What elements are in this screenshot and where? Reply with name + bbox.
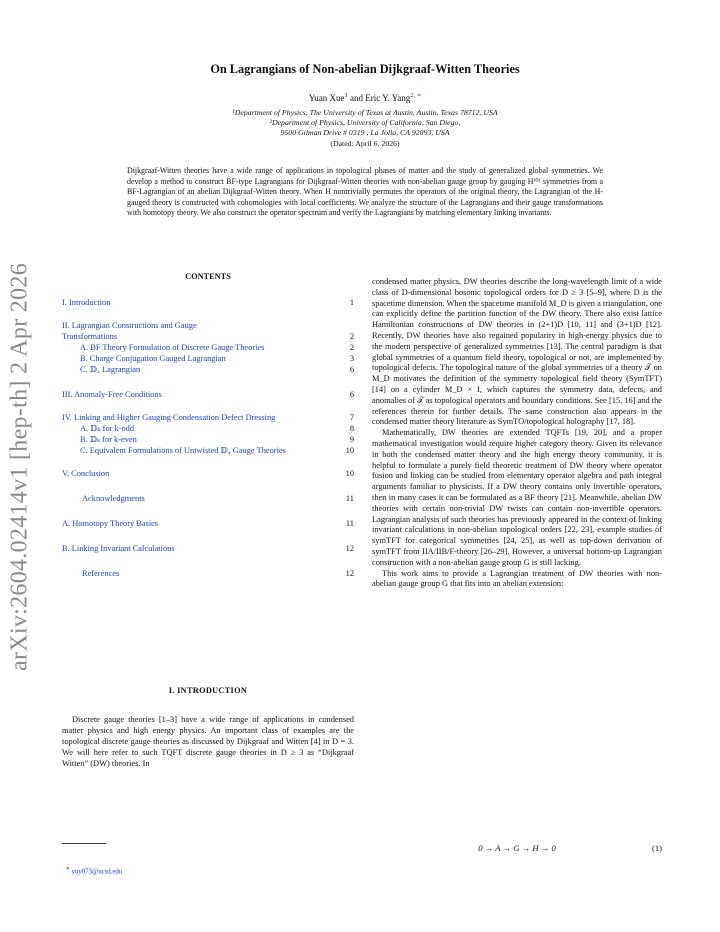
intro-paragraph: Discrete gauge theories [1–3] have a wide range of applications in condensed matter physics and high energy physics. An important class of examples are the topological discrete gauge theories as discussed by Dijkgraaf and Witten [4] in D = 3. We will here refer to such TQFT discrete gauge theories in D ≥ 3 as “Dijkgraaf Witten” (DW) theories. In <box>62 715 354 769</box>
affiliation-line: ²Department of Physics, University of California, San Diego, <box>269 118 461 128</box>
toc-number: III. <box>62 390 73 399</box>
toc-page: 6 <box>349 365 354 374</box>
toc-label: 𝔻₄ Lagrangian <box>89 365 141 374</box>
toc-page: 12 <box>345 544 354 553</box>
toc-label: 𝔻ₖ for k-odd <box>90 424 135 433</box>
toc-page: 8 <box>349 424 354 433</box>
paper-title: On Lagrangians of Non-abelian Dijkgraaf-Witten Theories <box>210 62 520 76</box>
toc-page: 2 <box>349 332 354 341</box>
toc-entry[interactable] <box>62 543 354 554</box>
toc-entry[interactable] <box>62 434 354 445</box>
toc-number: A. <box>80 424 89 433</box>
toc-entry[interactable] <box>62 353 354 364</box>
author-conjunction: and <box>350 93 364 103</box>
body-paragraph: This work aims to provide a Lagrangian treatment of DW theories with non-abelian gauge group G that fits into an abelian extension: <box>372 568 662 589</box>
toc-number: A. <box>80 343 89 352</box>
equation-text: 0 → A → G → H → 0 <box>478 843 556 853</box>
toc-page: 11 <box>345 519 354 528</box>
toc-page: 7 <box>349 413 354 422</box>
right-column <box>372 277 662 590</box>
abstract: Dijkgraaf-Witten theories have a wide range of applications in topological phases of matter and the study of generalized global symmetries. We develop a method to construct BF-type Lagrangians for Dijkgraaf-Witten theories with non-abelian gauge group by gauging H⁽⁰⁾ symmetries from a BF-Lagrangian of an abelian Dijkgraaf-Witten theory. When H nontrivially permutes the operators of the original theory, the Lagrangian of the H-gauged theory is constructed with cohomologies with local coefficients. We analyze the structure of the Lagrangians and their gauge transformations with homotopy theory. We also construct the operator spectrum and verify the Lagrangians by matching elementary linking invariants. <box>127 166 603 218</box>
toc-number: B. <box>80 354 88 363</box>
body-paragraph: condensed matter physics, DW theories describe the long-wavelength limit of a wide class of D-dimensional bosonic topological orders for D ≥ 3 [5–9], where D is the spacetime dimension. When the spacetime manifold M_D is given a triangulation, one can explicitly define the partition function of the DW theory. There also exist lattice Hamiltonian constructions of DW theories in (2+1)D [10, 11] and (3+1)D [12]. Recently, DW theories have also regained popularity in high-energy physics due to the modern perspective of generalized symmetries [13]. The central paradigm is that global symmetries of a quantum field theory, topological or not, are implemented by topological defects. The topological nature of the global symmetries of a theory 𝒯 on M_D motivates the definition of the symmetry topological field theory (SymTFT) [14] on a cylinder M_D × I, which captures the symmetry data, defects, and anomalies of 𝒯 as topological operators and boundary conditions. See [15, 16] and the references therein for further details. The same construction also appears in the condensed matter theory literature as SymTO/topological holography [17, 18]. <box>372 277 662 427</box>
toc-label: 𝔻ₖ for k-even <box>89 435 137 444</box>
toc-number: V. <box>62 469 70 478</box>
footnote-mark: ∗ <box>66 866 70 872</box>
toc-number: I. <box>62 298 67 307</box>
affiliation-line: 9500 Gilman Drive # 0319 , La Jolla, CA 92093, USA <box>280 128 450 138</box>
toc-page: 11 <box>345 494 354 503</box>
body-paragraph: Mathematically, DW theories are extended TQFTs [19, 20], and a proper mathematical investigation would require higher category theory. Given its relevance in both the condensed matter theory and the high energy theory community, it is helpful to formulate a purely field theoretic treatment of DW theory where operator fusion and linking can be studied from elementary operator algebra and path integral arguments familiar to physicists. If a DW theory contains only invertible operators, then in many cases it can be formulated as a BF theory [21]. Meanwhile, abelian DW theories with certain non-trivial DW twists can contain non-invertible operators. Lagrangian analysis of such theories has previously appeared in the context of linking invariant calculations in non-abelian topological orders [22, 23], example studies of symTFT for categorical symmetries [24, 25], as well as top-down derivation of symTFT from IIA/IIB/F-theory [26–29]. However, a universal bottom-up Lagrangian construction with a non-abelian gauge group G is still lacking. <box>372 428 662 567</box>
toc-page: 9 <box>349 435 354 444</box>
toc-number: B. <box>80 435 88 444</box>
toc-label: Homotopy Theory Basics <box>72 519 159 528</box>
toc-entry[interactable] <box>62 518 354 529</box>
toc-entry[interactable] <box>62 568 354 579</box>
toc-label: Introduction <box>68 298 111 307</box>
toc-page: 10 <box>345 446 354 455</box>
footnote-email-link[interactable]: yuy073@ucsd.edu <box>71 868 123 876</box>
toc-entry[interactable] <box>62 342 354 353</box>
author-affil-mark[interactable]: 2, ∗ <box>410 92 422 99</box>
toc-label: References <box>82 569 120 578</box>
arxiv-stamp <box>0 257 40 677</box>
toc-entry[interactable] <box>62 320 354 342</box>
toc-label: Charge Conjugation Gauged Lagrangian <box>89 354 226 363</box>
toc-entry[interactable] <box>62 445 354 456</box>
footnote <box>66 866 122 875</box>
toc-entry[interactable] <box>62 468 354 479</box>
toc-heading: CONTENTS <box>185 272 231 281</box>
toc-page: 2 <box>349 343 354 352</box>
toc-label: Conclusion <box>71 469 110 478</box>
toc-entry[interactable] <box>62 389 354 400</box>
footnote-rule <box>62 843 106 844</box>
toc-page: 10 <box>345 469 354 478</box>
toc-label: Acknowledgments <box>82 494 145 503</box>
toc-entry[interactable] <box>62 297 354 308</box>
affiliation-line: ¹Department of Physics, The University of Texas at Austin, Austin, Texas 78712, USA <box>232 108 498 117</box>
equation-number: (1) <box>651 843 662 853</box>
toc-number: A. <box>62 519 71 528</box>
toc-number: II. <box>62 321 70 330</box>
toc-label: Equivalent Formulations of Untwisted 𝔻₄ Gauge Theories <box>89 446 286 455</box>
toc-label: Lagrangian Constructions and Gauge Transformations <box>62 321 197 341</box>
toc-label: Linking and Higher Gauging Condensation Defect Dressing <box>73 413 276 422</box>
section-heading: I. INTRODUCTION <box>168 686 248 695</box>
equation-1 <box>372 843 662 853</box>
toc-entry[interactable] <box>62 423 354 434</box>
author-name: Eric Y. Yang <box>365 93 411 103</box>
toc-number: C. <box>80 365 88 374</box>
toc-number: IV. <box>62 413 72 422</box>
arxiv-stamp-text: arXiv:2604.02414v1 [hep-th] 2 Apr 2026 <box>6 262 33 672</box>
toc-entry[interactable] <box>62 493 354 504</box>
date-line: (Dated: April 6, 2026) <box>330 138 400 148</box>
table-of-contents <box>62 272 354 579</box>
toc-page: 12 <box>345 569 354 578</box>
toc-page: 3 <box>349 354 354 363</box>
author-name: Yuan Xue <box>308 93 345 103</box>
toc-page: 6 <box>349 390 354 399</box>
toc-number: B. <box>62 544 70 553</box>
toc-label: Linking Invariant Calculations <box>71 544 175 553</box>
toc-label: Anomaly-Free Conditions <box>74 390 162 399</box>
affiliations <box>100 108 630 149</box>
toc-label: BF Theory Formulation of Discrete Gauge Theories <box>90 343 265 352</box>
toc-entry[interactable] <box>62 364 354 375</box>
author-line <box>60 91 670 103</box>
toc-entry[interactable] <box>62 412 354 423</box>
toc-page: 1 <box>349 298 354 307</box>
toc-number: C. <box>80 446 88 455</box>
author-affil-mark: 1 <box>344 92 348 99</box>
